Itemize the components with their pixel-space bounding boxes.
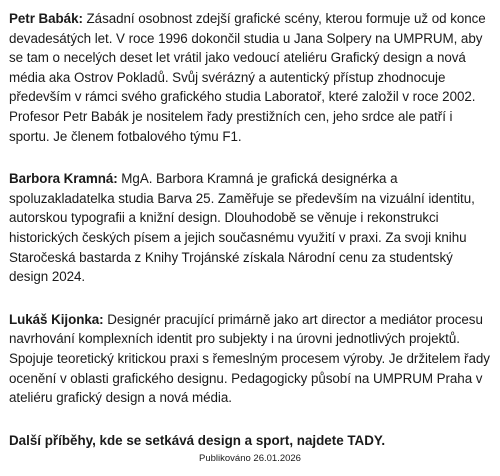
bio-name: Lukáš Kijonka: — [9, 311, 104, 327]
more-stories-link[interactable]: Další příběhy, kde se setkává design a sport, najdete TADY. — [9, 432, 386, 448]
bio-text: MgA. Barbora Kramná je grafická designérka a spoluzakladatelka studia Barva 25. Zaměřuje se především na vizuální identitu, autorskou typografii a knižní design. Dlouhodobě se věnuje i rekonstrukci historických českých písem a jejich současnému využití v praxi. Za svoji knihu Staročeská bastarda z Knihy Trojánské získala Národní cenu za studentský design 2024. — [9, 171, 475, 285]
published-date: Publikováno 26.01.2026 — [199, 453, 301, 464]
bio-lukas-kijonka — [9, 287, 493, 408]
bio-name: Barbora Kramná: — [9, 171, 118, 187]
article-body — [9, 0, 493, 450]
bio-text: Zásadní osobnost zdejší grafické scény, kterou formuje už od konce devadesátých let. V roce 1996 dokončil studia u Jana Solpery na UMPRUM, aby se tam o necelých deset let vrátil jako vedoucí ateliéru Grafický design a nová média aka Ostrov Pokladů. Svůj svérázný a autentický přístup zhodnocuje především v rámci svého grafického studia Laboratoř, které založil v roce 2002. Profesor Petr Babák je nositelem řady prestižních cen, jeho srdce ale patří i sportu. Je členem fotbalového týmu F1. — [9, 11, 486, 144]
bio-petr-babak — [9, 0, 493, 146]
bio-text: Designér pracující primárně jako art director a mediátor procesu navrhování komplexních identit pro subjekty i na úrovni jednotlivých projektů. Spojuje teoretický kritickou praxi s řemeslným procesem výroby. Je držitelem řady ocenění v oblasti grafického designu. Pedagogicky působí na UMPRUM Praha v ateliéru grafický design a nová média. — [9, 311, 490, 406]
bio-name: Petr Babák: — [9, 11, 83, 26]
bio-barbora-kramna — [9, 146, 493, 287]
